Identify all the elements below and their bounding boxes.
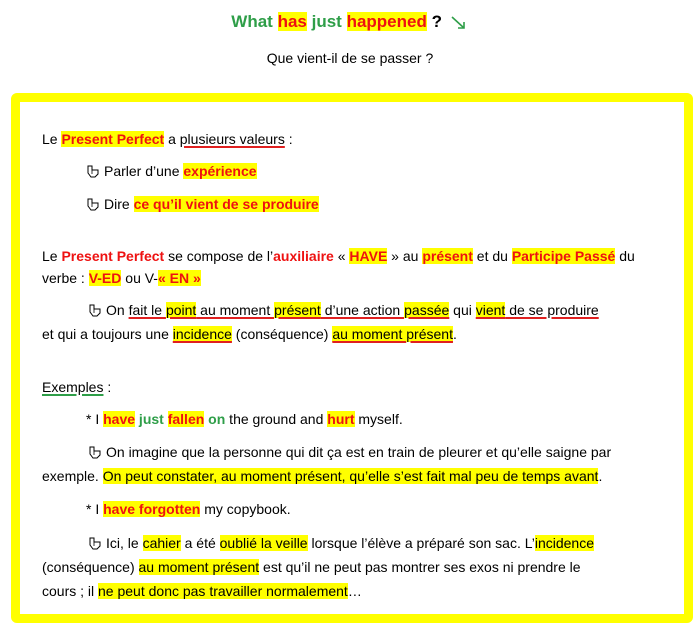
title-just: just	[311, 12, 342, 31]
pointing-hand-icon	[86, 164, 100, 178]
arrow-down-right-icon	[449, 14, 469, 32]
page-title	[0, 12, 700, 32]
values-intro: Le Present Perfect a plusieurs valeurs :	[42, 131, 293, 147]
explanation-1-line-1: On imagine que la personne qui dit ça est en train de pleurer et qu’elle saigne par	[88, 442, 611, 462]
explanation-2-line-3: cours ; il ne peut donc pas travailler normalement…	[42, 583, 362, 599]
pointing-hand-icon	[88, 303, 102, 317]
pointing-hand-icon	[88, 536, 102, 550]
example-2: * I have forgotten my copybook.	[86, 501, 291, 517]
page-subtitle: Que vient-il de se passer ?	[266, 50, 434, 66]
explanation-2-line-1: Ici, le cahier a été oublié la veille lorsque l’élève a préparé son sac. L’incidence	[88, 533, 594, 553]
yellow-frame	[11, 93, 693, 623]
point-line-2: et qui a toujours une incidence (conséquence) au moment présent.	[42, 326, 457, 342]
value-item: Dire ce qu’il vient de se produire	[86, 194, 319, 214]
title-has: has	[277, 12, 307, 31]
plusieurs-valeurs: plusieurs valeurs	[179, 131, 285, 147]
value-item: Parler d’une expérience	[86, 161, 257, 181]
example-1: * I have just fallen on the ground and hurt myself.	[86, 411, 403, 427]
present-perfect-label: Present Perfect	[61, 131, 165, 147]
explanation-2-line-2: (conséquence) au moment présent est qu’il ne peut pas montrer ses exos ni prendre le	[42, 559, 581, 575]
title-what: What	[231, 12, 273, 31]
compose-line-2: verbe : V-ED ou V-« EN »	[42, 270, 201, 286]
pointing-hand-icon	[86, 197, 100, 211]
explanation-1-line-2: exemple. On peut constater, au moment présent, qu’elle s’est fait mal peu de temps avant.	[42, 468, 603, 484]
examples-heading: Exemples :	[42, 379, 112, 395]
point-line-1: On fait le point au moment présent d’une action passée qui vient de se produire	[88, 300, 599, 320]
pointing-hand-icon	[88, 445, 102, 459]
title-question-mark: ?	[431, 12, 442, 31]
compose-line-1: Le Present Perfect se compose de l’auxiliaire « HAVE » au présent et du Participe Passé du	[42, 248, 635, 264]
title-happened: happened	[346, 12, 427, 31]
